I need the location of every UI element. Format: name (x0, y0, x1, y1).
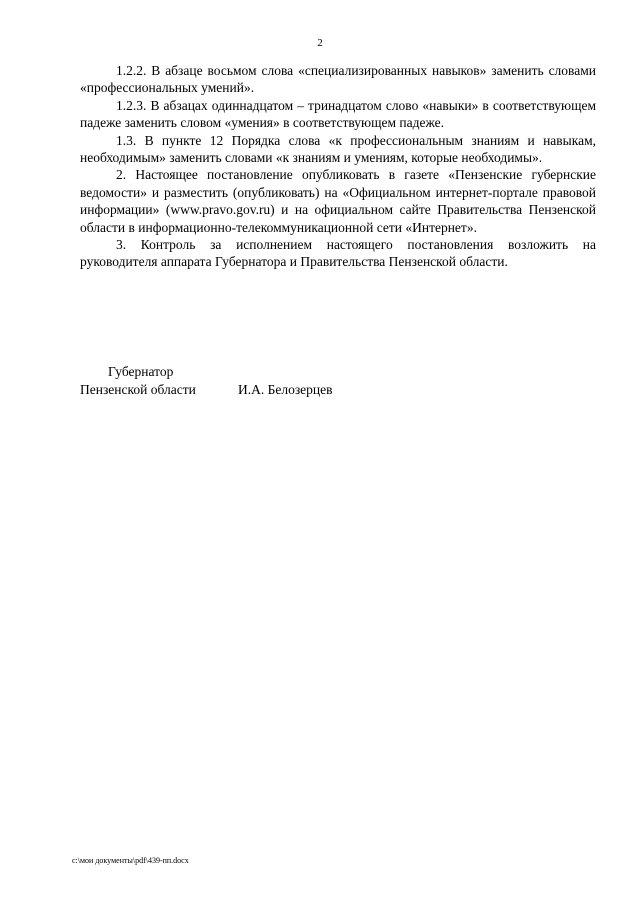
paragraph-2: 2. Настоящее постановление опубликовать в газете «Пензенские губернские ведомости» и разместить (опубликовать) на «Официальном интернет-портале правовой информации» (www.pravo.gov.ru) и на официальном сайте Правительства Пензенской области в информационно-телекоммуникационной сети «Интернет». (80, 167, 596, 235)
signatory-name: И.А. Белозерцев (238, 382, 333, 397)
signatory-title: Губернатор (108, 364, 174, 379)
document-body (80, 62, 596, 271)
page-number: 2 (317, 37, 323, 49)
paragraph-3: 3. Контроль за исполнением настоящего постановления возложить на руководителя аппарата Губернатора и Правительства Пензенской области. (80, 237, 596, 270)
paragraph-1-2-3: 1.2.3. В абзацах одиннадцатом – тринадцатом слово «навыки» в соответствующем падеже заменить словом «умения» в соответствующем падеже. (80, 97, 596, 131)
paragraph-1-3: 1.3. В пункте 12 Порядка слова «к профессиональным знаниям и навыкам, необходимым» заменить словами «к знаниям и умениям, которые необходимы». (80, 132, 596, 166)
footer-file-path: c:\мои документы\pdf\439-пп.docx (72, 856, 189, 865)
paragraph-1-2-2: 1.2.2. В абзаце восьмом слова «специализированных навыков» заменить словами «профессиональных умений». (80, 63, 596, 96)
signatory-region: Пензенской области (80, 382, 196, 397)
